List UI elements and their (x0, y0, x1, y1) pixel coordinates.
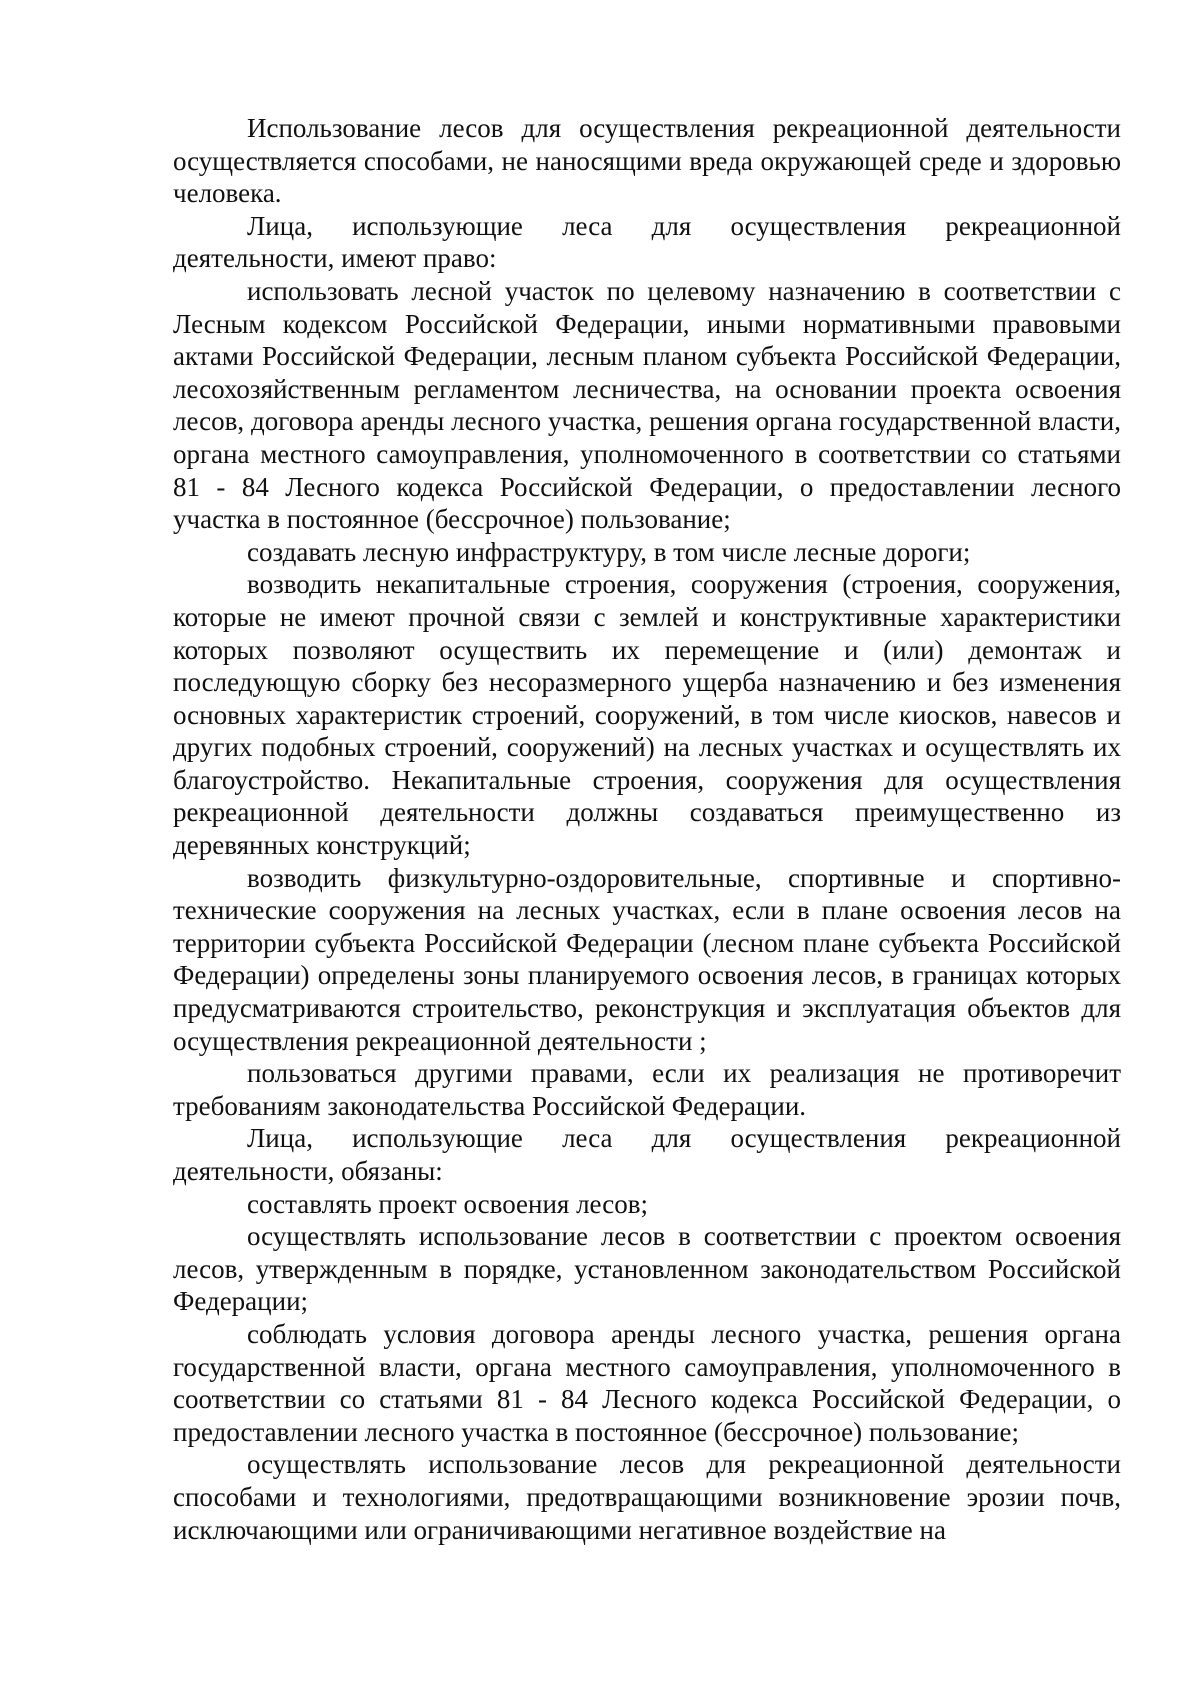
paragraph-obligation-follow-project: осуществлять использование лесов в соответствии с проектом освоения лесов, утвержденным в порядке, установленном законодательством Российской Федерации; (173, 1221, 1121, 1317)
paragraph-obligation-erosion: осуществлять использование лесов для рекреационной деятельности способами и технологиями, предотвращающими возникновение эрозии почв, исключающими или ограничивающими негативное воздействие на (173, 1449, 1121, 1545)
paragraph-recreation-methods: Использование лесов для осуществления рекреационной деятельности осуществляется способами, не наносящими вреда окружающей среде и здоровью человека. (173, 113, 1121, 209)
paragraph-right-sports-facilities: возводить физкультурно-оздоровительные, спортивные и спортивно-технические сооружения на лесных участках, если в плане освоения лесов на территории субъекта Российской Федерации (лесном плане субъекта Российской Федерации) определены зоны планируемого освоения лесов, в границах которых предусматриваются строительство, реконструкция и эксплуатация объектов для осуществления рекреационной деятельности ; (173, 862, 1121, 1056)
paragraph-obligation-lease-terms: соблюдать условия договора аренды лесного участка, решения органа государственной власти, органа местного самоуправления, уполномоченного в соответствии со статьями 81 - 84 Лесного кодекса Российской Федерации, о предоставлении лесного участка в постоянное (бессрочное) пользование; (173, 1318, 1121, 1447)
paragraph-obligation-project: составлять проект освоения лесов; (247, 1188, 648, 1219)
paragraph-right-other: пользоваться другими правами, если их реализация не противоречит требованиям законодательства Российской Федерации. (173, 1058, 1121, 1121)
document-body (173, 112, 1121, 1546)
paragraph-right-infrastructure: создавать лесную инфраструктуру, в том числе лесные дороги; (247, 536, 971, 567)
paragraph-right-temporary-structures: возводить некапитальные строения, сооружения (строения, сооружения, которые не имеют прочной связи с землей и конструктивные характеристики которых позволяют осуществить их перемещение и (или) демонтаж и последующую сборку без несоразмерного ущерба назначению и без изменения основных характеристик строений, сооружений, в том числе киосков, навесов и других подобных строений, сооружений) на лесных участках и осуществлять их благоустройство. Некапитальные строения, сооружения для осуществления рекреационной деятельности должны создаваться преимущественно из деревянных конструкций; (173, 569, 1121, 861)
paragraph-rights-intro: Лица, использующие леса для осуществления рекреационной деятельности, имеют право: (173, 210, 1121, 274)
paragraph-right-use-plot: использовать лесной участок по целевому назначению в соответствии с Лесным кодексом Российской Федерации, иными нормативными правовыми актами Российской Федерации, лесным планом субъекта Российской Федерации, лесохозяйственным регламентом лесничества, на основании проекта освоения лесов, договора аренды лесного участка, решения органа государственной власти, органа местного самоуправления, уполномоченного в соответствии со статьями 81 - 84 Лесного кодекса Российской Федерации, о предоставлении лесного участка в постоянное (бессрочное) пользование; (173, 275, 1121, 535)
paragraph-obligations-intro: Лица, использующие леса для осуществления рекреационной деятельности, обязаны: (173, 1123, 1121, 1186)
